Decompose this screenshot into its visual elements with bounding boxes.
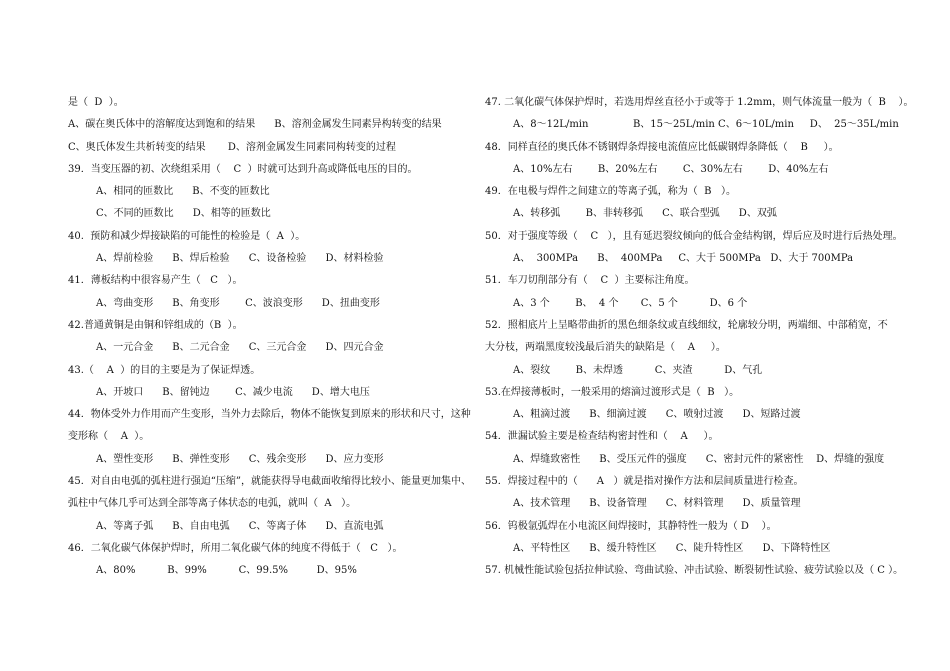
left-column-line: A、碳在奥氏体中的溶解度达到饱和的结果 B、溶剂金属发生同素异构转变的结果 bbox=[68, 119, 442, 131]
right-column-line: 57. 机械性能试验包括拉伸试验、弯曲试验、冲击试验、断裂韧性试验、疲劳试验以及（ C ）。 bbox=[485, 565, 904, 577]
right-column-line: 49．在电极与焊件之间建立的等离子弧，称为（ B ）。 bbox=[485, 186, 736, 198]
right-column-line: 54．泄漏试验主要是检查结构密封性和（ A ）。 bbox=[485, 431, 719, 443]
right-column-line: 53.在焊接薄板时，一般采用的熔滴过渡形式是（ B ）。 bbox=[485, 386, 740, 398]
right-column-line: A、10%左右 B、20%左右 C、30%左右 D、40%左右 bbox=[513, 163, 829, 175]
left-column-line: A、一元合金 B、二元合金 C、三元合金 D、四元合金 bbox=[96, 342, 384, 354]
left-column-line: 39．当变压器的初、次绕组采用（ C ）时就可达到升高或降低电压的目的。 bbox=[68, 163, 418, 175]
left-column-line: 变形称（ A ）。 bbox=[68, 431, 150, 443]
left-column-line: 44．物体受外力作用而产生变形，当外力去除后，物体不能恢复到原来的形状和尺寸，这种 bbox=[68, 409, 471, 421]
left-column-line: A、80% B、99% C、99.5% D、95% bbox=[96, 565, 357, 577]
left-column-line: A、等离子弧 B、自由电弧 C、等离子体 D、直流电弧 bbox=[96, 520, 384, 532]
right-column-line: 52．照相底片上呈略带曲折的黑色细条纹或直线细纹，轮廓较分明，两端细、中部稍宽，不 bbox=[485, 319, 888, 331]
right-column-line: A、 300MPa B、 400MPa C、大于 500MPa D、大于 700MPa bbox=[513, 253, 854, 265]
left-column-line: 43.（ A ）的目的主要是为了保证焊透。 bbox=[68, 364, 261, 376]
left-column-line: C、不同的匝数比 D、相等的匝数比 bbox=[96, 208, 271, 220]
left-column-line: 是（ D ）。 bbox=[68, 97, 124, 108]
left-column-line: A、弯曲变形 B、角变形 C、波浪变形 D、扭曲变形 bbox=[96, 297, 380, 309]
left-column bbox=[68, 92, 471, 583]
left-column-line: 40. 预防和减少焊接缺陷的可能性的检验是（ A ）。 bbox=[68, 230, 306, 242]
right-column-line: A、8～12L/min B、15～25L/min C、6～10L/min D、 25～35L/min bbox=[513, 119, 899, 131]
right-column-line: 55．焊接过程中的（ A ）就是指对操作方法和层间质量进行检查。 bbox=[485, 476, 804, 488]
left-column-line: 41．薄板结构中很容易产生（ C ）。 bbox=[68, 275, 243, 287]
left-column-line: C、奥氏体发生共析转变的结果 D、溶剂金属发生同素同构转变的过程 bbox=[68, 141, 396, 153]
right-column-line: 大分枝，两端黑度较浅最后消失的缺陷是（ A ）。 bbox=[485, 342, 726, 354]
left-column-line: 弧柱中气体几乎可达到全部等离子体状态的电弧，就叫（ A ）。 bbox=[68, 498, 357, 510]
right-column-line: 47. 二氧化碳气体保护焊时，若选用焊丝直径小于或等于 1.2mm，则气体流量一般为（ B ）。 bbox=[485, 97, 914, 108]
right-column-line: 50．对于强度等级（ C ），且有延迟裂纹倾向的低合金结构钢，焊后应及时进行后热处理。 bbox=[485, 230, 903, 242]
left-column-line: 46．二氧化碳气体保护焊时，所用二氧化碳气体的纯度不得低于（ C ）。 bbox=[68, 542, 403, 554]
right-column-line: A、3 个 B、 4 个 C、5 个 D、6 个 bbox=[513, 297, 748, 309]
left-column-line: A、焊前检验 B、焊后检验 C、设备检验 D、材料检验 bbox=[96, 253, 384, 265]
left-column-line: A、开坡口 B、留钝边 C、减少电流 D、增大电压 bbox=[96, 386, 370, 398]
right-column-line: 51．车刀切削部分有（ C ）主要标注角度。 bbox=[485, 275, 695, 287]
right-column-line: 56．钨极氩弧焊在小电流区间焊接时，其静特性一般为（ D ）。 bbox=[485, 520, 777, 532]
right-column-line: 48．同样直径的奥氏体不锈钢焊条焊接电流值应比低碳钢焊条降低（ B ）。 bbox=[485, 141, 839, 153]
left-column-line: 45．对自由电弧的弧柱进行强迫“压缩”，就能获得导电截面收缩得比较小、能量更加集中、 bbox=[68, 476, 471, 488]
right-column bbox=[485, 92, 914, 583]
right-column-line: A、平特性区 B、缓升特性区 C、陡升特性区 D、下降特性区 bbox=[513, 542, 831, 554]
right-column-line: A、转移弧 B、非转移弧 C、联合型弧 D、双弧 bbox=[513, 208, 777, 220]
left-column-line: A、塑性变形 B、弹性变形 C、残余变形 D、应力变形 bbox=[96, 453, 384, 465]
left-column-line: 42.普通黄铜是由铜和锌组成的（B ）。 bbox=[68, 319, 243, 331]
right-column-line: A、裂纹 B、未焊透 C、夹渣 D、气孔 bbox=[513, 364, 763, 376]
right-column-line: A、焊缝致密性 B、受压元件的强度 C、密封元件的紧密性 D、焊缝的强度 bbox=[513, 453, 885, 465]
right-column-line: A、粗滴过渡 B、细滴过渡 C、喷射过渡 D、短路过渡 bbox=[513, 409, 801, 421]
left-column-line: A、相同的匝数比 B、不变的匝数比 bbox=[96, 186, 270, 198]
right-column-line: A、技术管理 B、设备管理 C、材料管理 D、质量管理 bbox=[513, 498, 801, 510]
